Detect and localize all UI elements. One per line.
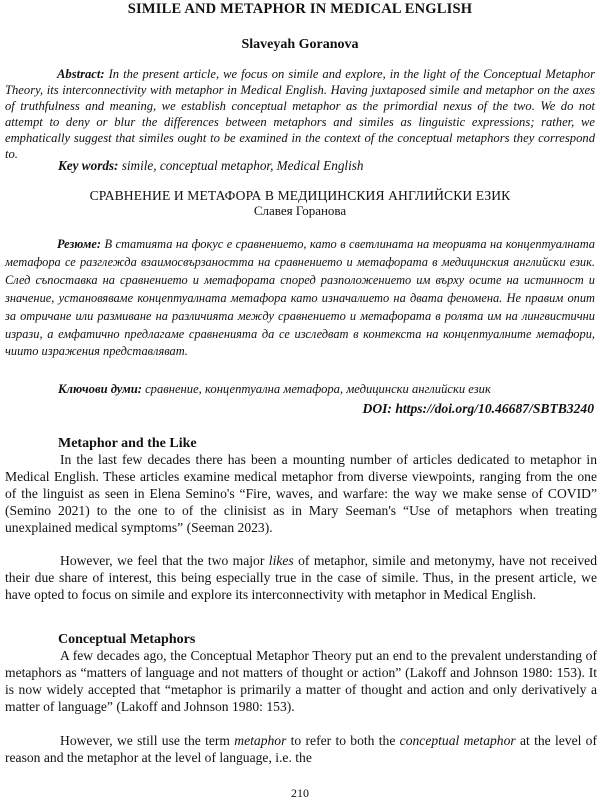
abstract <box>5 66 595 162</box>
italic-run: likes <box>268 553 294 568</box>
bg-abstract <box>5 236 595 361</box>
text-run: at the level of reason and the metaphor at the level of language, i.e. the <box>5 733 597 765</box>
italic-run: metaphor <box>234 733 287 748</box>
keywords-label: Key words: <box>58 158 119 173</box>
section-heading-conceptual-metaphors: Conceptual Metaphors <box>58 632 196 647</box>
section2-paragraph-2 <box>5 733 597 767</box>
paper-author: Slaveyah Goranova <box>241 37 359 52</box>
bg-abstract-text: В статията на фокус е сравнението, като в светлината на теорията на концептуалната метафора се разглежда взаимосвързаността на сравнението и метафората в медицинския английски език. След съпоставка на сравнението и метафората според разположението им върху осите на истинност и значение, установяваме концептуалната метафора като изначалието на двата феномена. Не правим опит за отричане или размиване на различията между сравнението и метафората в ролята им на лингвистични изрази, а емфатично предлагаме сравненията да се изследват в контекста на концептуалните метафори, чиито изражения представляват. <box>5 237 596 359</box>
doi-link[interactable]: DOI: https://doi.org/10.46687/SBTB3240 <box>362 401 594 416</box>
page-number: 210 <box>291 786 309 800</box>
section-heading-metaphor-and-the-like: Metaphor and the Like <box>58 436 197 451</box>
text-run: However, we feel that the two major <box>60 553 269 568</box>
bg-author: Славея Горанова <box>253 203 347 218</box>
bg-abstract-label: Резюме: <box>57 237 101 251</box>
section1-paragraph-2 <box>5 553 597 604</box>
bg-keywords-text: сравнение, концептуална метафора, медицински английски език <box>145 382 491 396</box>
bg-title: СРАВНЕНИЕ И МЕТАФОРА В МЕДИЦИНСКИЯ АНГЛИЙСКИ ЕЗИК <box>89 188 511 203</box>
text-run: of metaphor, simile and metonymy, have not received their due share of interest, this being especially true in the case of simile. Thus, in the present article, we have opted to focus on simile and explore its interconnectivity with metaphor in Medical English. <box>5 553 598 602</box>
bg-keywords-label: Ключови думи: <box>58 382 142 396</box>
section2-paragraph-1: A few decades ago, the Conceptual Metaphor Theory put an end to the prevalent understanding of metaphors as “matters of language and not matters of thought or action” (Lakoff and Johnson 1980: 153). It is now widely accepted that “metaphor is primarily a matter of thought and action and only derivatively a matter of language” (Lakoff and Johnson 1980: 153). <box>5 648 597 714</box>
keywords-text: simile, conceptual metaphor, Medical English <box>121 158 364 173</box>
italic-run: conceptual metaphor <box>399 733 516 748</box>
text-run: However, we still use the term <box>60 733 235 748</box>
abstract-text: In the present article, we focus on simile and explore, in the light of the Conceptual Metaphor Theory, its interconnectivity with metaphor in Medical English. Having juxtaposed simile and metaphor on the axes of truthfulness and meaning, we establish conceptual metaphor as the primordial nexus of the two. We do not attempt to deny or blur the differences between metaphors and similes as linguistic expressions; rather, we emphatically suggest that similes ought to be examined in the context of the conceptual metaphors they correspond to. <box>5 67 595 161</box>
keywords <box>58 158 598 174</box>
section1-paragraph-1: In the last few decades there has been a mounting number of articles dedicated to metaphor in Medical English. These articles examine medical metaphor from diverse viewpoints, ranging from the one of the linguist as seen in Elena Semino's “Fire, waves, and warfare: the way we make sense of COVID” (Semino 2021) to the one to of the clinisist as in Mary Seeman's “Use of metaphors when treating unexplained medical symptoms” (Seeman 2023). <box>5 452 597 535</box>
paper-title: SIMILE AND METAPHOR IN MEDICAL ENGLISH <box>127 1 473 17</box>
text-run: to refer to both the <box>286 733 400 748</box>
abstract-label: Abstract: <box>57 67 105 81</box>
bg-keywords <box>58 381 598 397</box>
